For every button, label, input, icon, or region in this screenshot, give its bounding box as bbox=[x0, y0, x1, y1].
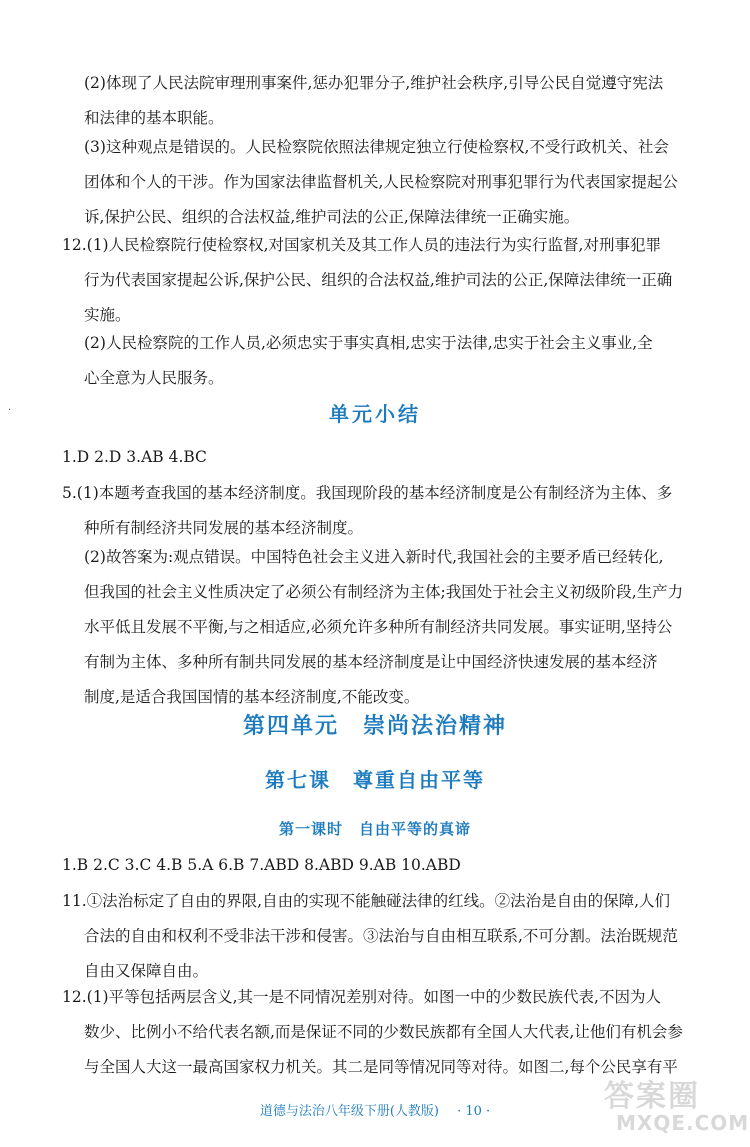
answer-12-part-2 bbox=[84, 326, 684, 396]
session-1-answer-11 bbox=[62, 884, 678, 989]
stray-mark: · bbox=[8, 405, 12, 416]
text-line: 团体和个人的干涉。作为国家法律监督机关,人民检察院对刑事犯罪行为代表国家提起公 bbox=[84, 173, 678, 191]
text-line: 诉,保护公民、组织的合法权益,维护司法的公正,保障法律统一正确实施。 bbox=[84, 208, 580, 226]
text-line: 12.(1)人民检察院行使检察权,对国家机关及其工作人员的违法行为实行监督,对刑事犯罪 bbox=[62, 236, 661, 254]
session-1-heading: 第一课时 自由平等的真谛 bbox=[278, 820, 471, 838]
answer-11-part-2 bbox=[84, 66, 684, 136]
watermark-url: MXQE.COM bbox=[616, 1111, 750, 1135]
unit-summary-q5-part-1 bbox=[62, 476, 673, 546]
text-line: 水平低且发展不平衡,与之相适应,必须允许多种所有制经济共同发展。事实证明,坚持公 bbox=[84, 618, 673, 636]
text-line: (2)人民检察院的工作人员,必须忠实于事实真相,忠实于法律,忠实于社会主义事业,全 bbox=[84, 334, 653, 352]
text-line: 数少、比例小不给代表名额,而是保证不同的少数民族都有全国人大代表,让他们有机会参 bbox=[84, 1023, 683, 1041]
text-line: 1.D 2.D 3.AB 4.BC bbox=[62, 448, 207, 466]
text-line: 1.B 2.C 3.C 4.B 5.A 6.B 7.ABD 8.ABD 9.AB 10.ABD bbox=[62, 856, 461, 874]
lesson-7-heading: 第七课 尊重自由平等 bbox=[265, 768, 485, 792]
text-line: 心全意为人民服务。 bbox=[84, 369, 224, 387]
text-line: 种所有制经济共同发展的基本经济制度。 bbox=[84, 519, 364, 537]
unit-summary-q5-part-2 bbox=[84, 540, 684, 715]
text-line: 12.(1)平等包括两层含义,其一是不同情况差别对待。如图一中的少数民族代表,不因为人 bbox=[62, 988, 661, 1006]
watermark-logo bbox=[596, 1071, 750, 1141]
text-line: 11.①法治标定了自由的界限,自由的实现不能触碰法律的红线。②法治是自由的保障,人们 bbox=[62, 892, 671, 910]
answer-12-part-1 bbox=[62, 228, 673, 333]
text-line: (2)故答案为:观点错误。中国特色社会主义进入新时代,我国社会的主要矛盾已经转化, bbox=[84, 548, 664, 566]
text-line: 制度,是适合我国国情的基本经济制度,不能改变。 bbox=[84, 688, 420, 706]
session-1-choice-answers bbox=[62, 848, 662, 883]
text-line: 5.(1)本题考查我国的基本经济制度。我国现阶段的基本经济制度是公有制经济为主体、多 bbox=[62, 484, 673, 502]
page-number: · 10 · bbox=[457, 1104, 491, 1119]
text-line: 合法的自由和权利不受非法干涉和侵害。③法治与自由相互联系,不可分割。法治既规范 bbox=[84, 927, 678, 945]
text-line: 自由又保障自由。 bbox=[84, 962, 209, 980]
answer-11-part-3 bbox=[84, 130, 684, 235]
watermark-text: 答案圈 bbox=[604, 1079, 700, 1114]
text-line: 实施。 bbox=[84, 306, 131, 324]
text-line: 有制为主体、多种所有制共同发展的基本经济制度是让中国经济快速发展的基本经济 bbox=[84, 653, 658, 671]
session-1-answer-12 bbox=[62, 980, 683, 1085]
text-line: (2)体现了人民法院审理刑事案件,惩办犯罪分子,维护社会秩序,引导公民自觉遵守宪法 bbox=[84, 74, 664, 92]
unit-summary-heading: 单元小结 bbox=[329, 402, 421, 426]
unit-summary-choice-answers bbox=[62, 440, 662, 475]
text-line: (3)这种观点是错误的。人民检察院依照法律规定独立行使检察权,不受行政机关、社会 bbox=[84, 138, 669, 156]
unit-4-heading: 第四单元 崇尚法治精神 bbox=[242, 714, 507, 739]
text-line: 和法律的基本职能。 bbox=[84, 109, 224, 127]
book-title: 道德与法治八年级下册(人教版) bbox=[259, 1104, 439, 1119]
text-line: 与全国人大这一最高国家权力机关。其二是同等情况同等对待。如图二,每个公民享有平 bbox=[84, 1058, 678, 1076]
text-line: 行为代表国家提起公诉,保护公民、组织的合法权益,维护司法的公正,保障法律统一正确 bbox=[84, 271, 673, 289]
text-line: 但我国的社会主义性质决定了必须公有制经济为主体;我国处于社会主义初级阶段,生产力 bbox=[84, 583, 684, 601]
